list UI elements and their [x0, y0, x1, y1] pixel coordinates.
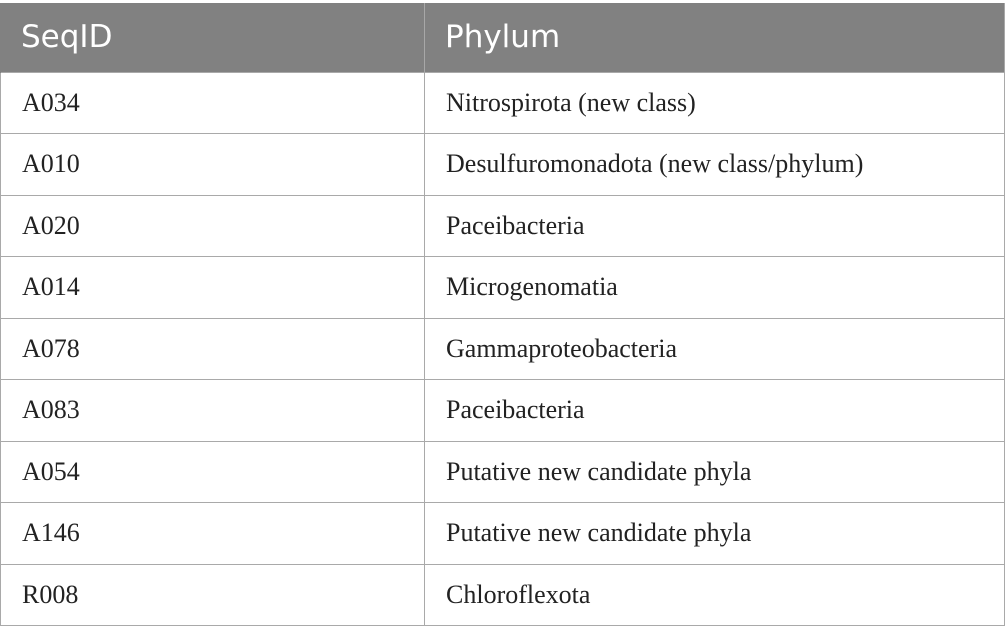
- table-row: [1, 318, 1005, 380]
- cell-seqid: A010: [1, 134, 425, 196]
- header-row: [1, 3, 1005, 72]
- cell-phylum: Chloroflexota: [425, 564, 1005, 626]
- table-row: [1, 257, 1005, 319]
- cell-phylum: Desulfuromonadota (new class/phylum): [425, 134, 1005, 196]
- seqid-phylum-table: [0, 3, 1005, 626]
- table-row: [1, 134, 1005, 196]
- cell-phylum: Putative new candidate phyla: [425, 503, 1005, 565]
- cell-seqid: A034: [1, 72, 425, 134]
- table-row: [1, 72, 1005, 134]
- cell-seqid: A146: [1, 503, 425, 565]
- cell-seqid: A078: [1, 318, 425, 380]
- table-body: [1, 72, 1005, 626]
- cell-phylum: Paceibacteria: [425, 380, 1005, 442]
- column-header-seqid: SeqID: [1, 3, 425, 72]
- data-table-container: [0, 3, 1005, 626]
- cell-seqid: A083: [1, 380, 425, 442]
- cell-seqid: A054: [1, 441, 425, 503]
- cell-seqid: A020: [1, 195, 425, 257]
- cell-phylum: Microgenomatia: [425, 257, 1005, 319]
- cell-phylum: Nitrospirota (new class): [425, 72, 1005, 134]
- table-row: [1, 441, 1005, 503]
- cell-seqid: A014: [1, 257, 425, 319]
- table-row: [1, 564, 1005, 626]
- table-row: [1, 195, 1005, 257]
- table-row: [1, 503, 1005, 565]
- table-header: [1, 3, 1005, 72]
- cell-phylum: Paceibacteria: [425, 195, 1005, 257]
- column-header-phylum: Phylum: [425, 3, 1005, 72]
- cell-seqid: R008: [1, 564, 425, 626]
- table-row: [1, 380, 1005, 442]
- cell-phylum: Putative new candidate phyla: [425, 441, 1005, 503]
- cell-phylum: Gammaproteobacteria: [425, 318, 1005, 380]
